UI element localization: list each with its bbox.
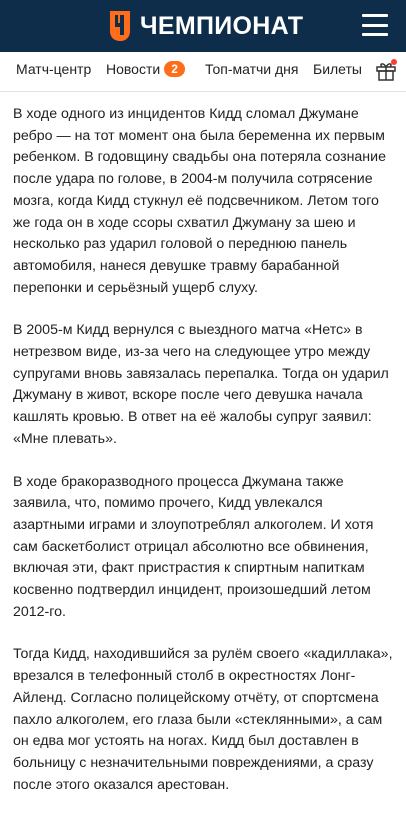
article-paragraph: В 2005-м Кидд вернулся с выездного матча «Нетс» в нетрезвом виде, из-за чего на следующее утро между супругами вновь завязалась перепалка. Тогда он ударил Джуману в живот, вскоре после чего девушка начала кашлять кровью. В ответ на её жалобы супруг заявил: «Мне плевать». bbox=[13, 322, 389, 447]
article-body bbox=[13, 104, 395, 817]
article-paragraph: В ходе одного из инцидентов Кидд сломал Джумане ребро — на тот момент она была беременна их первым ребенком. В годовщину свадьбы она потеряла сознание после удара по голове, в 2004-м получила сотрясение мозга, когда Кидд стукнул её подсвечником. Летом того же года он в ходе ссоры схватил Джуману за шею и несколько раз ударил головой о переднюю панель автомобиля, нанеся девушке травму барабанной перепонки и серьёзный ущерб слуху. bbox=[13, 106, 386, 296]
nav-item-label: Билеты bbox=[313, 61, 362, 77]
nav-item-top-matches[interactable] bbox=[205, 52, 299, 92]
nav-item-label: Топ-матчи дня bbox=[205, 61, 299, 77]
article-paragraph: Тогда Кидд, находившийся за рулём своего «кадиллака», врезался в телефонный столб в окрестностях Лонг-Айленд. Согласно полицейскому отчёту, от спортсмена пахло алкоголем, его глаза были «стеклянными», а сам он едва мог устоять на ногах. Кидд был доставлен в больницу с незначительными повреждениями, а сразу после этого оказался арестован. bbox=[13, 646, 393, 793]
nav-item-news[interactable] bbox=[106, 52, 185, 92]
site-logo[interactable] bbox=[108, 8, 303, 44]
gift-icon[interactable] bbox=[374, 58, 398, 82]
nav-item-tickets[interactable] bbox=[313, 52, 362, 92]
news-count-badge: 2 bbox=[164, 61, 185, 77]
nav-item-label: Матч-центр bbox=[16, 61, 92, 77]
logo-text: ЧЕМПИОНАТ bbox=[140, 12, 304, 40]
nav-item-label: Новости bbox=[106, 61, 161, 77]
top-navigation bbox=[0, 52, 406, 92]
site-header bbox=[0, 0, 406, 52]
championat-logo-icon bbox=[108, 9, 132, 43]
article-paragraph: В ходе бракоразводного процесса Джумана также заявила, что, помимо прочего, Кидд увлекался азартными играми и злоупотреблял алкоголем. И хотя сам баскетболист отрицал абсолютно все обвинения, включая эти, факт пристрастия к спиртным напиткам косвенно подтвердил инцидент, произошедший летом 2012-го. bbox=[13, 473, 374, 620]
hamburger-menu-icon[interactable] bbox=[362, 14, 388, 36]
nav-item-match-center[interactable] bbox=[16, 52, 91, 92]
